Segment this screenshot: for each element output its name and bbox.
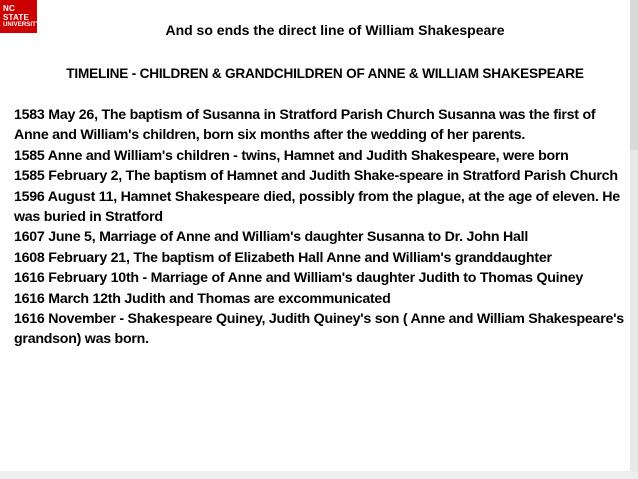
logo-line-2: UNIVERSITY: [3, 22, 41, 28]
bottom-decor-bar: [0, 471, 638, 479]
timeline-list: [14, 105, 630, 350]
timeline-item: 1583 May 26, The baptism of Susanna in Stratford Parish Church Susanna was the first of Anne and William's children, born six months after the wedding of her parents.: [14, 107, 596, 144]
timeline-item: 1607 June 5, Marriage of Anne and William's daughter Susanna to Dr. John Hall: [14, 229, 529, 246]
timeline-item: 1596 August 11, Hamnet Shakespeare died, possibly from the plague, at the age of eleven. He was buried in Stratford: [14, 188, 620, 226]
timeline-item: 1616 November - Shakespeare Quiney, Judith Quiney's son ( Anne and William Shakespeare's grandson) was born.: [14, 311, 624, 348]
timeline-item: 1585 Anne and William's children - twins, Hamnet and Judith Shakespeare, were born: [14, 147, 569, 164]
timeline-item: 1616 February 10th - Marriage of Anne and William's daughter Judith to Thomas Quiney: [14, 270, 584, 287]
timeline-item: 1616 March 12th Judith and Thomas are excommunicated: [14, 290, 391, 307]
slide-subheading: TIMELINE - CHILDREN & GRANDCHILDREN OF ANNE & WILLIAM SHAKESPEARE: [66, 66, 584, 81]
timeline-item: 1585 February 2, The baptism of Hamnet and Judith Shake-speare in Stratford Parish Church: [14, 168, 618, 185]
logo-line-1: NC STATE: [3, 4, 30, 22]
timeline-item: 1608 February 21, The baptism of Elizabeth Hall Anne and William's granddaughter: [14, 249, 552, 266]
slide-heading: And so ends the direct line of William Shakespeare: [165, 22, 505, 38]
